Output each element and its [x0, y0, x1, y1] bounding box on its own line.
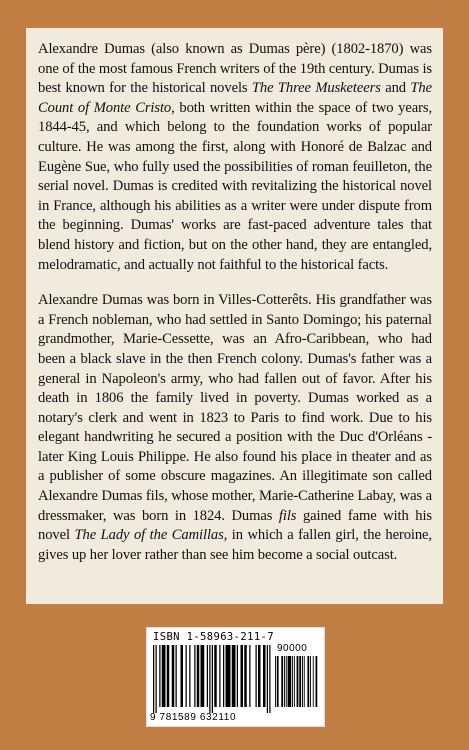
paragraph1-text-3: , both written within the space of two years, 1844-45, and which belong to the foundation works of popular culture. He was among the first, along with Honoré de Balzac and Eugène Sue, who fully used the possibilities of roman feuilleton, the serial novel. Dumas is credited with revitalizing the historical novel in France, although his abilities as a writer were under dispute from the beginning. Dumas' works are fast-paced adventure tales that blend history and fiction, but on the other hand, they are entangled, melodramatic, and actually not faithful to the historical facts.: [38, 99, 432, 273]
paragraph1-text-1: Alexandre Dumas (also known as Dumas père) (1802-1870) was one of the most famous French writers of the 19th century. Dumas is best known for the historical novels: [38, 41, 433, 97]
title-three-musketeers: The Three Musketeers: [251, 80, 381, 97]
paragraph2-text-2: gained fame with his novel: [38, 507, 432, 544]
price-code: 90000: [277, 643, 308, 654]
paragraph1-text-2: and: [380, 80, 411, 97]
paragraph-biography-life: [38, 291, 432, 565]
paragraph2-text-3: , in which a fallen girl, the heroine, gives up her lover rather than see him become a social outcast.: [38, 527, 432, 563]
paragraph2-text-1: Alexandre Dumas was born in Villes-Cotterêts. His grandfather was a French nobleman, who had settled in Santo Domingo; his paternal grandmother, Marie-Cessette, was an Afro-Caribbean, who had been a black slave in the then French colony. Dumas's father was a general in Napoleon's army, who had fallen out of favor. After his death in 1806 the family lived in poverty. Dumas worked as a notary's clerk and went in 1823 to Paris to find work. Due to his elegant handwriting he secured a position with the Duc d'Orléans - later King Louis Philippe. He also found his place in theater and as a publisher of some obscure magazines. An illegitimate son called Alexandre Dumas fils, whose mother, Marie-Catherine Labay, was a dressmaker, was born in 1824. Dumas: [38, 292, 432, 524]
title-lady-of-the-camillas: The Lady of the Camillas: [74, 527, 224, 544]
paragraph-biography-intro: [38, 40, 432, 275]
ean-barcode-bars: [153, 645, 271, 713]
isbn-label: ISBN 1-58963-211-7: [153, 631, 274, 643]
barcode-digits: 9 781589 632110: [150, 712, 237, 723]
isbn-barcode: [146, 627, 325, 727]
description-panel: [26, 28, 443, 604]
word-fils-italic: fils: [278, 507, 297, 524]
addon-barcode-bars: [275, 656, 319, 713]
title-count-of-monte-cristo: The Count of Monte Cristo: [38, 80, 432, 116]
